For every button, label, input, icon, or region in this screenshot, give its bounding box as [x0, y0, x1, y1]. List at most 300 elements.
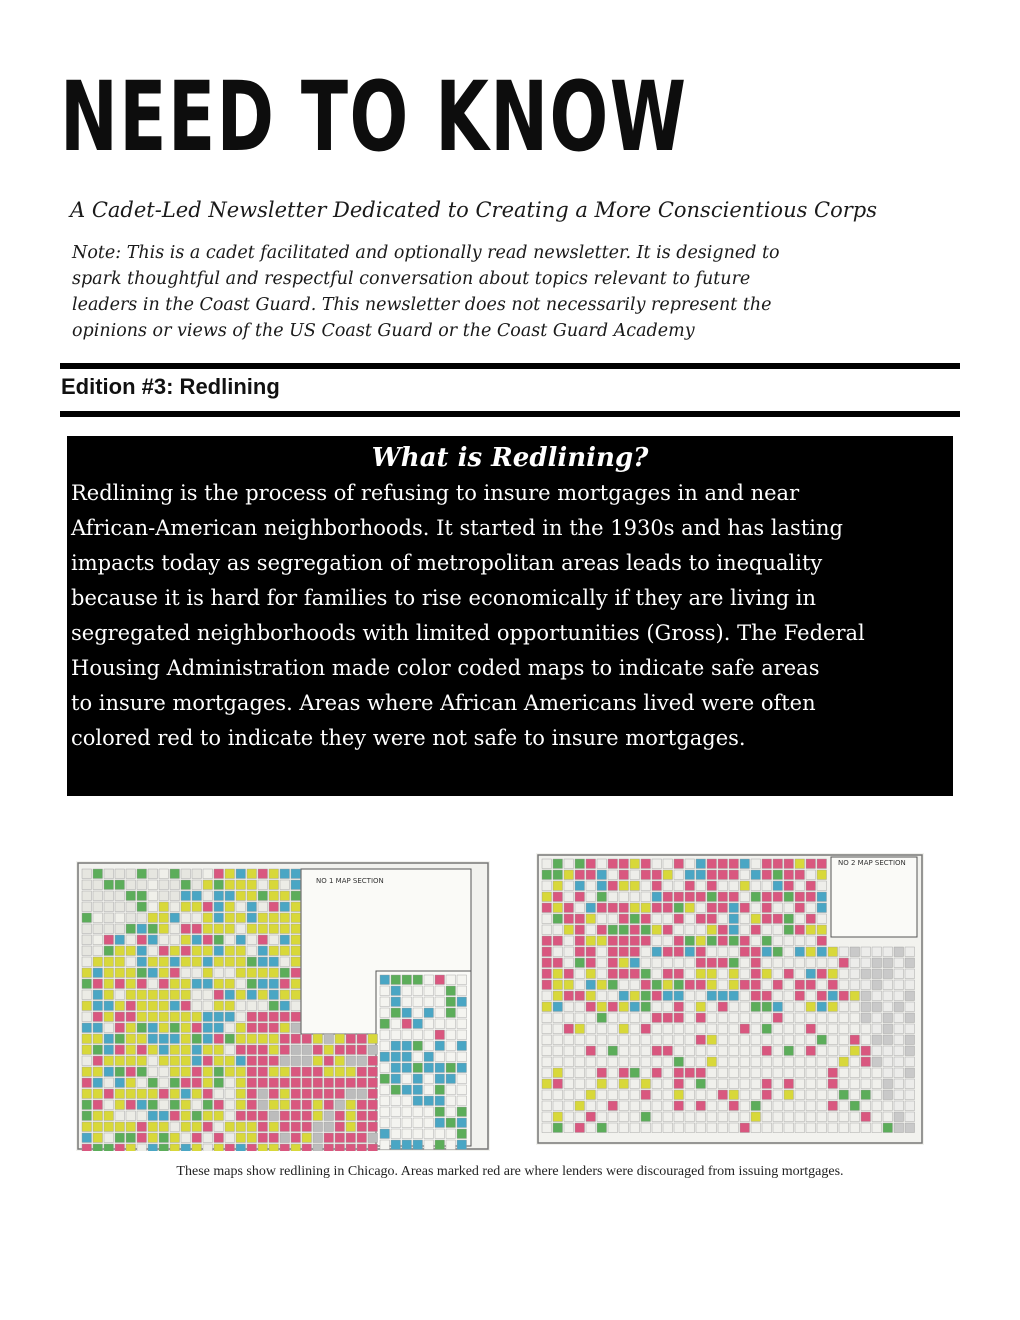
map-zone: [850, 1068, 860, 1078]
map-zone: [148, 869, 158, 879]
map-zone: [380, 1019, 390, 1029]
map-zone: [93, 1122, 103, 1132]
map-zone: [258, 891, 268, 901]
map-zone: [740, 859, 750, 869]
map-zone: [641, 892, 651, 902]
map-zone: [82, 1056, 92, 1066]
map-zone: [104, 1034, 114, 1044]
map-zone: [335, 1056, 345, 1066]
map-zone: [663, 969, 673, 979]
map-zone: [335, 1078, 345, 1088]
map-zone: [225, 869, 235, 879]
map-zone: [391, 1008, 401, 1018]
map-zone: [564, 1046, 574, 1056]
map-zone: [630, 1068, 640, 1078]
map-zone: [368, 1122, 378, 1132]
map-zone: [258, 1056, 268, 1066]
map-zone: [159, 913, 169, 923]
map-zone: [586, 1046, 596, 1056]
map-zone: [236, 1122, 246, 1132]
map-zone: [850, 1024, 860, 1034]
map-zone: [553, 1046, 563, 1056]
map-zone: [718, 1035, 728, 1045]
map-zone: [861, 1090, 871, 1100]
map-zone: [214, 869, 224, 879]
map-zone: [82, 1100, 92, 1110]
map-zone: [597, 1046, 607, 1056]
map-zone: [630, 980, 640, 990]
map-zone: [608, 925, 618, 935]
map-zone: [170, 902, 180, 912]
map-zone: [674, 1013, 684, 1023]
map-zone: [553, 1112, 563, 1122]
map-zone: [391, 1096, 401, 1106]
map-zone: [435, 1085, 445, 1095]
map-zone: [839, 947, 849, 957]
map-zone: [82, 1067, 92, 1077]
body-line: Redlining is the process of refusing to insure mortgages in and near: [71, 481, 800, 505]
map-zone: [214, 924, 224, 934]
map-zone: [740, 881, 750, 891]
map-zone: [192, 935, 202, 945]
map-zone: [115, 1089, 125, 1099]
map-zone: [413, 1063, 423, 1073]
map-zone: [391, 975, 401, 985]
map-zone: [729, 1002, 739, 1012]
map-zone: [346, 1089, 356, 1099]
map-zone: [291, 924, 301, 934]
map-zone: [839, 1057, 849, 1067]
map-zone: [707, 870, 717, 880]
map-zone: [784, 969, 794, 979]
map-zone: [357, 1045, 367, 1055]
map-zone: [773, 892, 783, 902]
map-zone: [905, 991, 915, 1001]
map-zone: [115, 913, 125, 923]
map-zone: [586, 969, 596, 979]
map-zone: [280, 1001, 290, 1011]
map-zone: [850, 1079, 860, 1089]
map-zone: [685, 1112, 695, 1122]
map-zone: [817, 859, 827, 869]
map-zone: [258, 902, 268, 912]
map-zone: [663, 1068, 673, 1078]
map-zone: [674, 1046, 684, 1056]
map-zone: [192, 1034, 202, 1044]
map-zone: [641, 969, 651, 979]
map-zone: [850, 1057, 860, 1067]
newsletter-subtitle: A Cadet-Led Newsletter Dedicated to Creating a More Conscientious Corps: [70, 198, 878, 222]
map-zone: [324, 1144, 334, 1151]
map-zone: [346, 1078, 356, 1088]
map-zone: [115, 1034, 125, 1044]
map-zone: [806, 969, 816, 979]
map-zone: [641, 1112, 651, 1122]
map-zone: [159, 1111, 169, 1121]
map-zone: [685, 1002, 695, 1012]
map-zone: [894, 1068, 904, 1078]
map-zone: [435, 1096, 445, 1106]
map-zone: [335, 1111, 345, 1121]
map-zone: [619, 1101, 629, 1111]
map-zone: [435, 1074, 445, 1084]
map-zone: [773, 1101, 783, 1111]
map-zone: [718, 1068, 728, 1078]
map-zone: [214, 968, 224, 978]
map-zone: [148, 924, 158, 934]
map-zone: [446, 975, 456, 985]
map-zone: [368, 1111, 378, 1121]
map-zone: [148, 1023, 158, 1033]
map-zone: [280, 979, 290, 989]
map-zone: [729, 947, 739, 957]
map-zone: [630, 1002, 640, 1012]
map-zone: [148, 1045, 158, 1055]
map-zone: [280, 1089, 290, 1099]
map-zone: [402, 1140, 412, 1150]
map-zone: [663, 925, 673, 935]
map-zone: [773, 1013, 783, 1023]
map-zone: [126, 1034, 136, 1044]
map-zone: [740, 903, 750, 913]
map-zone: [424, 1008, 434, 1018]
map-zone: [883, 969, 893, 979]
map-zone: [718, 881, 728, 891]
map-zone: [203, 979, 213, 989]
map-zone: [740, 1024, 750, 1034]
map-zone: [575, 980, 585, 990]
map-zone: [773, 1068, 783, 1078]
map-zone: [391, 1107, 401, 1117]
map-zone: [542, 1046, 552, 1056]
map-zone: [630, 903, 640, 913]
map-zone: [828, 1013, 838, 1023]
map-zone: [82, 1111, 92, 1121]
map-zone: [630, 870, 640, 880]
map-zone: [247, 1067, 257, 1077]
map-zone: [214, 1089, 224, 1099]
map-zone: [335, 1133, 345, 1143]
map-zone: [115, 1001, 125, 1011]
map-zone: [380, 1041, 390, 1051]
map-zone: [630, 1112, 640, 1122]
map-zone: [302, 1133, 312, 1143]
note-line: opinions or views of the US Coast Guard or the Coast Guard Academy: [72, 321, 695, 341]
map-zone: [575, 914, 585, 924]
map-zone: [663, 1101, 673, 1111]
map-zone: [446, 997, 456, 1007]
map-zone: [718, 870, 728, 880]
map-zone: [707, 881, 717, 891]
map-zone: [225, 957, 235, 967]
map-zone: [170, 1056, 180, 1066]
map-zone: [346, 1100, 356, 1110]
map-zone: [597, 1090, 607, 1100]
map-zone: [586, 1035, 596, 1045]
map-zone: [280, 990, 290, 1000]
map-zone: [707, 1035, 717, 1045]
map-zone: [291, 902, 301, 912]
map-zone: [817, 903, 827, 913]
map-zone: [608, 1079, 618, 1089]
map-zone: [225, 1133, 235, 1143]
map-zone: [192, 924, 202, 934]
map-zone: [313, 1045, 323, 1055]
map-zone: [751, 1057, 761, 1067]
map-zone: [192, 869, 202, 879]
map-zone: [773, 1024, 783, 1034]
map-zone: [850, 1101, 860, 1111]
map-zone: [192, 1144, 202, 1151]
map-zone: [883, 947, 893, 957]
map-zone: [872, 1002, 882, 1012]
map-zone: [883, 1024, 893, 1034]
map-zone: [707, 991, 717, 1001]
map-zone: [280, 1144, 290, 1151]
map-zone: [391, 1041, 401, 1051]
map-zone: [696, 958, 706, 968]
map-zone: [696, 1013, 706, 1023]
map-zone: [828, 980, 838, 990]
map-zone: [380, 1085, 390, 1095]
map-zone: [795, 991, 805, 1001]
map-zone: [729, 1068, 739, 1078]
map-zone: [762, 980, 772, 990]
map-zone: [313, 1100, 323, 1110]
map-zone: [192, 913, 202, 923]
map-zone: [137, 891, 147, 901]
map-zone: [137, 1122, 147, 1132]
map-zone: [894, 991, 904, 1001]
map-zone: [368, 1100, 378, 1110]
map-zone: [553, 1079, 563, 1089]
map-zone: [104, 869, 114, 879]
map-zone: [608, 859, 618, 869]
map-zone: [93, 1045, 103, 1055]
map-zone: [402, 1074, 412, 1084]
map-zone: [435, 1107, 445, 1117]
map-zone: [291, 1111, 301, 1121]
map-zone: [203, 902, 213, 912]
map-zone: [773, 969, 783, 979]
map-zone: [280, 880, 290, 890]
map-zone: [435, 1063, 445, 1073]
map-zone: [828, 958, 838, 968]
map-zone: [839, 991, 849, 1001]
map-zone: [872, 1068, 882, 1078]
map-zone: [104, 957, 114, 967]
map-zone: [641, 1035, 651, 1045]
map-zone: [751, 958, 761, 968]
map-zone: [115, 1122, 125, 1132]
map-zone: [346, 1045, 356, 1055]
map-zone: [729, 969, 739, 979]
map-zone: [258, 1001, 268, 1011]
map-zone: [380, 1052, 390, 1062]
map-zone: [291, 1078, 301, 1088]
map-zone: [214, 1023, 224, 1033]
map-zone: [170, 924, 180, 934]
map-zone: [368, 1144, 378, 1151]
map-zone: [575, 870, 585, 880]
map-zone: [457, 1096, 467, 1106]
map-zone: [883, 1046, 893, 1056]
map-zone: [357, 1056, 367, 1066]
map-zone: [872, 1013, 882, 1023]
map-zone: [597, 1035, 607, 1045]
map-zone: [674, 1090, 684, 1100]
map-zone: [203, 1056, 213, 1066]
map-zone: [707, 1002, 717, 1012]
map-zone: [619, 1057, 629, 1067]
map-zone: [619, 1035, 629, 1045]
map-zone: [137, 968, 147, 978]
map-zone: [619, 1002, 629, 1012]
map-zone: [148, 979, 158, 989]
map-zone: [104, 1122, 114, 1132]
map-zone: [203, 946, 213, 956]
map-zone: [553, 892, 563, 902]
map-zone: [553, 870, 563, 880]
map-zone: [839, 958, 849, 968]
map-zone: [93, 1056, 103, 1066]
map-zone: [784, 991, 794, 1001]
map-zone: [729, 870, 739, 880]
map-zone: [718, 892, 728, 902]
map-zone: [435, 986, 445, 996]
map-zone: [93, 1023, 103, 1033]
map-zone: [663, 1013, 673, 1023]
map-zone: [402, 1129, 412, 1139]
map-zone: [391, 1030, 401, 1040]
map-zone: [115, 1100, 125, 1110]
map-zone: [225, 1067, 235, 1077]
map-zone: [641, 870, 651, 880]
map-zone: [291, 990, 301, 1000]
map-zone: [762, 925, 772, 935]
map-zone: [258, 990, 268, 1000]
map-zone: [839, 1123, 849, 1133]
map-zone: [181, 1100, 191, 1110]
map-zone: [269, 880, 279, 890]
map-zone: [718, 1046, 728, 1056]
map-zone: [553, 914, 563, 924]
map-zone: [335, 1067, 345, 1077]
map-zone: [905, 1024, 915, 1034]
map-zone: [707, 1013, 717, 1023]
map-zone: [269, 1078, 279, 1088]
map-zone: [586, 1013, 596, 1023]
map-zone: [391, 1085, 401, 1095]
map-zone: [192, 946, 202, 956]
map-zone: [784, 1090, 794, 1100]
map-zone: [652, 1079, 662, 1089]
map-zone: [435, 1030, 445, 1040]
map-zone: [619, 903, 629, 913]
map-zone: [861, 947, 871, 957]
map-zone: [883, 1090, 893, 1100]
map-zone: [894, 1112, 904, 1122]
map-zone: [674, 870, 684, 880]
map-zone: [619, 881, 629, 891]
map-zone: [652, 870, 662, 880]
map-zone: [861, 1002, 871, 1012]
map-zone: [203, 1122, 213, 1132]
map-zone: [674, 1079, 684, 1089]
map-zone: [126, 1023, 136, 1033]
map-zone: [674, 1024, 684, 1034]
map-zone: [872, 1024, 882, 1034]
map-zone: [795, 914, 805, 924]
map-zone: [597, 936, 607, 946]
map-zone: [203, 913, 213, 923]
map-zone: [368, 1067, 378, 1077]
map-zone: [148, 891, 158, 901]
map-zone: [586, 1024, 596, 1034]
map-zone: [291, 1001, 301, 1011]
map-zone: [236, 880, 246, 890]
map-zone: [280, 1078, 290, 1088]
map-zone: [247, 869, 257, 879]
map-zone: [553, 980, 563, 990]
map-zone: [82, 891, 92, 901]
map-zone: [148, 880, 158, 890]
map-zone: [850, 1090, 860, 1100]
map-zone: [203, 880, 213, 890]
map-zone: [696, 1090, 706, 1100]
map-zone: [718, 903, 728, 913]
map-zone: [828, 969, 838, 979]
map-zone: [685, 1035, 695, 1045]
map-zone: [280, 1067, 290, 1077]
map-zone: [542, 1002, 552, 1012]
map-zone: [104, 891, 114, 901]
map-zone: [542, 1090, 552, 1100]
newsletter-title: NEED TO KNOW: [60, 61, 688, 173]
map-zone: [729, 1013, 739, 1023]
map-zone: [413, 1107, 423, 1117]
map-zone: [795, 1035, 805, 1045]
map-zone: [652, 903, 662, 913]
map-zone: [159, 869, 169, 879]
map-zone: [346, 1111, 356, 1121]
map-zone: [148, 957, 158, 967]
map-zone: [828, 1024, 838, 1034]
map-zone: [203, 1012, 213, 1022]
map-zone: [225, 1034, 235, 1044]
map-zone: [236, 1067, 246, 1077]
map-zone: [170, 979, 180, 989]
map-zone: [424, 975, 434, 985]
map-zone: [391, 1052, 401, 1062]
map-zone: [82, 1078, 92, 1088]
map-zone: [762, 870, 772, 880]
map-zone: [729, 936, 739, 946]
map-zone: [170, 880, 180, 890]
map-zone: [806, 980, 816, 990]
map-zone: [93, 891, 103, 901]
map-zone: [564, 980, 574, 990]
map-zone: [575, 1123, 585, 1133]
map-zone: [159, 1001, 169, 1011]
map-zone: [872, 991, 882, 1001]
map-zone: [137, 1023, 147, 1033]
map-zone: [806, 870, 816, 880]
map-zone: [696, 980, 706, 990]
map-zone: [652, 1068, 662, 1078]
map-zone: [828, 1002, 838, 1012]
map-zone: [806, 1046, 816, 1056]
